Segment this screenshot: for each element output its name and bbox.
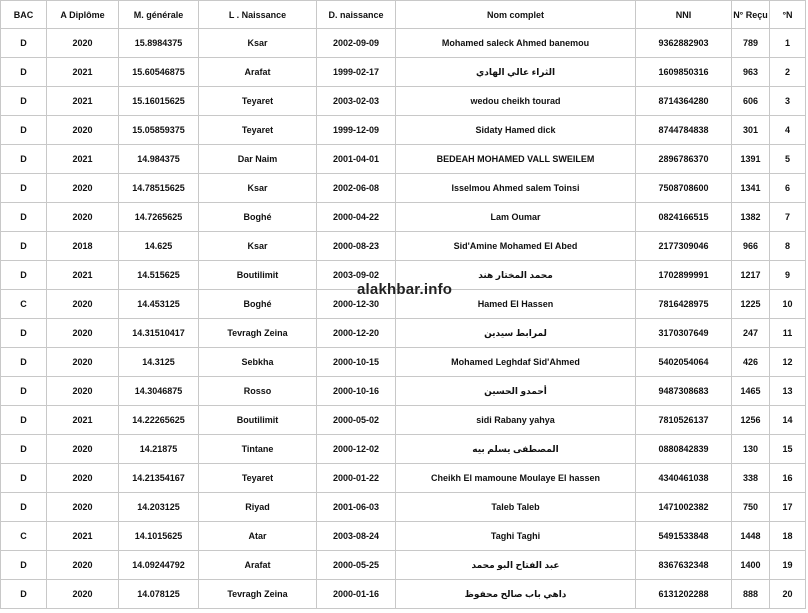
cell-receipt: 1465 bbox=[732, 377, 770, 406]
cell-full-name: عبد الفتاح البو محمد bbox=[396, 551, 636, 580]
cell-birthdate: 2000-10-16 bbox=[317, 377, 396, 406]
cell-full-name: Sid'Amine Mohamed El Abed bbox=[396, 232, 636, 261]
cell-birthdate: 2003-09-02 bbox=[317, 261, 396, 290]
cell-nni: 7508708600 bbox=[636, 174, 732, 203]
cell-bac: D bbox=[1, 116, 47, 145]
cell-diploma-year: 2020 bbox=[47, 580, 119, 609]
cell-average: 15.16015625 bbox=[119, 87, 199, 116]
table-row bbox=[1, 551, 806, 580]
cell-diploma-year: 2021 bbox=[47, 87, 119, 116]
cell-receipt: 963 bbox=[732, 58, 770, 87]
cell-birthplace: Ksar bbox=[199, 174, 317, 203]
table-row bbox=[1, 232, 806, 261]
cell-full-name: أحمدو الحسين bbox=[396, 377, 636, 406]
cell-nni: 5491533848 bbox=[636, 522, 732, 551]
cell-rank: 13 bbox=[770, 377, 806, 406]
cell-birthdate: 2003-08-24 bbox=[317, 522, 396, 551]
cell-bac: D bbox=[1, 377, 47, 406]
table-row bbox=[1, 174, 806, 203]
cell-full-name: المصطفى يسلم بيه bbox=[396, 435, 636, 464]
cell-nni: 2896786370 bbox=[636, 145, 732, 174]
cell-full-name: sidi Rabany yahya bbox=[396, 406, 636, 435]
cell-diploma-year: 2020 bbox=[47, 551, 119, 580]
table-row bbox=[1, 58, 806, 87]
table-row bbox=[1, 116, 806, 145]
cell-birthplace: Arafat bbox=[199, 58, 317, 87]
cell-full-name: wedou cheikh tourad bbox=[396, 87, 636, 116]
cell-bac: D bbox=[1, 406, 47, 435]
cell-birthplace: Arafat bbox=[199, 551, 317, 580]
cell-receipt: 966 bbox=[732, 232, 770, 261]
cell-nni: 1609850316 bbox=[636, 58, 732, 87]
cell-birthdate: 1999-12-09 bbox=[317, 116, 396, 145]
cell-bac: D bbox=[1, 203, 47, 232]
cell-bac: D bbox=[1, 319, 47, 348]
cell-receipt: 1382 bbox=[732, 203, 770, 232]
cell-diploma-year: 2021 bbox=[47, 145, 119, 174]
cell-receipt: 130 bbox=[732, 435, 770, 464]
col-header-rank: °N bbox=[770, 1, 806, 29]
table-row bbox=[1, 29, 806, 58]
table-row bbox=[1, 348, 806, 377]
cell-nni: 7810526137 bbox=[636, 406, 732, 435]
cell-rank: 7 bbox=[770, 203, 806, 232]
cell-bac: D bbox=[1, 29, 47, 58]
table-row bbox=[1, 87, 806, 116]
table-row bbox=[1, 319, 806, 348]
cell-diploma-year: 2018 bbox=[47, 232, 119, 261]
cell-diploma-year: 2021 bbox=[47, 58, 119, 87]
table-row bbox=[1, 435, 806, 464]
cell-birthplace: Rosso bbox=[199, 377, 317, 406]
cell-diploma-year: 2021 bbox=[47, 261, 119, 290]
cell-full-name: Mohamed Leghdaf Sid'Ahmed bbox=[396, 348, 636, 377]
cell-average: 14.453125 bbox=[119, 290, 199, 319]
col-header-birthdate: D. naissance bbox=[317, 1, 396, 29]
cell-receipt: 1448 bbox=[732, 522, 770, 551]
cell-birthdate: 2000-01-22 bbox=[317, 464, 396, 493]
cell-bac: D bbox=[1, 145, 47, 174]
cell-rank: 6 bbox=[770, 174, 806, 203]
cell-receipt: 301 bbox=[732, 116, 770, 145]
cell-full-name: الثراء عالي الهادي bbox=[396, 58, 636, 87]
cell-full-name: Mohamed saleck Ahmed banemou bbox=[396, 29, 636, 58]
cell-nni: 3170307649 bbox=[636, 319, 732, 348]
cell-bac: D bbox=[1, 493, 47, 522]
cell-receipt: 750 bbox=[732, 493, 770, 522]
cell-birthdate: 2003-02-03 bbox=[317, 87, 396, 116]
cell-rank: 14 bbox=[770, 406, 806, 435]
cell-rank: 1 bbox=[770, 29, 806, 58]
cell-receipt: 789 bbox=[732, 29, 770, 58]
cell-birthplace: Teyaret bbox=[199, 116, 317, 145]
col-header-nni: NNI bbox=[636, 1, 732, 29]
cell-average: 14.078125 bbox=[119, 580, 199, 609]
cell-receipt: 1341 bbox=[732, 174, 770, 203]
cell-nni: 0824166515 bbox=[636, 203, 732, 232]
cell-bac: C bbox=[1, 522, 47, 551]
cell-nni: 4340461038 bbox=[636, 464, 732, 493]
cell-receipt: 1391 bbox=[732, 145, 770, 174]
cell-full-name: داهي باب صالح محفوظ bbox=[396, 580, 636, 609]
cell-rank: 18 bbox=[770, 522, 806, 551]
table-row bbox=[1, 493, 806, 522]
cell-receipt: 1256 bbox=[732, 406, 770, 435]
cell-average: 14.7265625 bbox=[119, 203, 199, 232]
cell-rank: 19 bbox=[770, 551, 806, 580]
cell-bac: D bbox=[1, 58, 47, 87]
cell-rank: 15 bbox=[770, 435, 806, 464]
cell-birthdate: 2000-12-20 bbox=[317, 319, 396, 348]
cell-birthdate: 1999-02-17 bbox=[317, 58, 396, 87]
cell-birthdate: 2000-08-23 bbox=[317, 232, 396, 261]
cell-rank: 4 bbox=[770, 116, 806, 145]
cell-birthplace: Boghé bbox=[199, 290, 317, 319]
col-header-birthplace: L . Naissance bbox=[199, 1, 317, 29]
cell-average: 14.31510417 bbox=[119, 319, 199, 348]
cell-birthplace: Teyaret bbox=[199, 87, 317, 116]
table-body bbox=[1, 29, 806, 609]
cell-birthdate: 2000-05-25 bbox=[317, 551, 396, 580]
cell-birthplace: Boutilimit bbox=[199, 406, 317, 435]
cell-average: 14.3125 bbox=[119, 348, 199, 377]
cell-birthplace: Riyad bbox=[199, 493, 317, 522]
cell-receipt: 1400 bbox=[732, 551, 770, 580]
cell-diploma-year: 2020 bbox=[47, 174, 119, 203]
table-row bbox=[1, 580, 806, 609]
cell-nni: 2177309046 bbox=[636, 232, 732, 261]
cell-average: 14.203125 bbox=[119, 493, 199, 522]
cell-diploma-year: 2020 bbox=[47, 319, 119, 348]
cell-diploma-year: 2020 bbox=[47, 377, 119, 406]
table-row bbox=[1, 145, 806, 174]
cell-diploma-year: 2020 bbox=[47, 493, 119, 522]
cell-nni: 1471002382 bbox=[636, 493, 732, 522]
cell-full-name: محمد المختار هند bbox=[396, 261, 636, 290]
cell-full-name: BEDEAH MOHAMED VALL SWEILEM bbox=[396, 145, 636, 174]
cell-average: 14.78515625 bbox=[119, 174, 199, 203]
cell-nni: 8714364280 bbox=[636, 87, 732, 116]
cell-full-name: Hamed El Hassen bbox=[396, 290, 636, 319]
cell-rank: 3 bbox=[770, 87, 806, 116]
cell-receipt: 247 bbox=[732, 319, 770, 348]
cell-average: 14.515625 bbox=[119, 261, 199, 290]
cell-birthdate: 2000-04-22 bbox=[317, 203, 396, 232]
cell-average: 14.21354167 bbox=[119, 464, 199, 493]
cell-diploma-year: 2021 bbox=[47, 406, 119, 435]
table-row bbox=[1, 203, 806, 232]
cell-rank: 11 bbox=[770, 319, 806, 348]
cell-bac: D bbox=[1, 261, 47, 290]
cell-full-name: Cheikh El mamoune Moulaye El hassen bbox=[396, 464, 636, 493]
cell-rank: 8 bbox=[770, 232, 806, 261]
cell-birthdate: 2001-04-01 bbox=[317, 145, 396, 174]
cell-nni: 9362882903 bbox=[636, 29, 732, 58]
cell-birthplace: Teyaret bbox=[199, 464, 317, 493]
cell-full-name: لمرابط سيدين bbox=[396, 319, 636, 348]
cell-rank: 17 bbox=[770, 493, 806, 522]
cell-rank: 10 bbox=[770, 290, 806, 319]
cell-receipt: 426 bbox=[732, 348, 770, 377]
cell-diploma-year: 2021 bbox=[47, 522, 119, 551]
cell-receipt: 606 bbox=[732, 87, 770, 116]
cell-diploma-year: 2020 bbox=[47, 203, 119, 232]
cell-bac: C bbox=[1, 290, 47, 319]
cell-birthdate: 2000-12-30 bbox=[317, 290, 396, 319]
cell-nni: 7816428975 bbox=[636, 290, 732, 319]
cell-birthplace: Dar Naim bbox=[199, 145, 317, 174]
cell-bac: D bbox=[1, 551, 47, 580]
cell-average: 14.984375 bbox=[119, 145, 199, 174]
cell-full-name: Isselmou Ahmed salem Toinsi bbox=[396, 174, 636, 203]
cell-full-name: Taleb Taleb bbox=[396, 493, 636, 522]
cell-bac: D bbox=[1, 464, 47, 493]
cell-bac: D bbox=[1, 87, 47, 116]
cell-birthdate: 2002-06-08 bbox=[317, 174, 396, 203]
cell-bac: D bbox=[1, 348, 47, 377]
cell-diploma-year: 2020 bbox=[47, 29, 119, 58]
cell-receipt: 1217 bbox=[732, 261, 770, 290]
cell-nni: 5402054064 bbox=[636, 348, 732, 377]
cell-birthdate: 2000-01-16 bbox=[317, 580, 396, 609]
cell-nni: 1702899991 bbox=[636, 261, 732, 290]
cell-bac: D bbox=[1, 232, 47, 261]
cell-average: 14.3046875 bbox=[119, 377, 199, 406]
table-row bbox=[1, 522, 806, 551]
cell-average: 14.21875 bbox=[119, 435, 199, 464]
cell-rank: 9 bbox=[770, 261, 806, 290]
cell-diploma-year: 2020 bbox=[47, 290, 119, 319]
cell-birthdate: 2000-10-15 bbox=[317, 348, 396, 377]
cell-birthdate: 2000-12-02 bbox=[317, 435, 396, 464]
cell-nni: 9487308683 bbox=[636, 377, 732, 406]
table-row bbox=[1, 464, 806, 493]
cell-birthplace: Tintane bbox=[199, 435, 317, 464]
cell-nni: 8367632348 bbox=[636, 551, 732, 580]
watermark: alakhbar.info bbox=[357, 281, 453, 298]
cell-birthplace: Atar bbox=[199, 522, 317, 551]
cell-average: 14.09244792 bbox=[119, 551, 199, 580]
cell-bac: D bbox=[1, 435, 47, 464]
cell-rank: 16 bbox=[770, 464, 806, 493]
cell-rank: 12 bbox=[770, 348, 806, 377]
cell-full-name: Sidaty Hamed dick bbox=[396, 116, 636, 145]
cell-rank: 2 bbox=[770, 58, 806, 87]
cell-receipt: 888 bbox=[732, 580, 770, 609]
cell-receipt: 1225 bbox=[732, 290, 770, 319]
cell-birthplace: Boutilimit bbox=[199, 261, 317, 290]
cell-rank: 5 bbox=[770, 145, 806, 174]
cell-diploma-year: 2020 bbox=[47, 348, 119, 377]
cell-bac: D bbox=[1, 174, 47, 203]
cell-birthplace: Sebkha bbox=[199, 348, 317, 377]
col-header-receipt: N° Reçu bbox=[732, 1, 770, 29]
cell-nni: 8744784838 bbox=[636, 116, 732, 145]
cell-birthdate: 2000-05-02 bbox=[317, 406, 396, 435]
header-row bbox=[1, 1, 806, 29]
cell-full-name: Taghi Taghi bbox=[396, 522, 636, 551]
cell-nni: 6131202288 bbox=[636, 580, 732, 609]
cell-birthplace: Boghé bbox=[199, 203, 317, 232]
cell-birthplace: Ksar bbox=[199, 29, 317, 58]
table-row bbox=[1, 377, 806, 406]
col-header-diploma-year: A Diplôme bbox=[47, 1, 119, 29]
cell-average: 15.60546875 bbox=[119, 58, 199, 87]
cell-nni: 0880842839 bbox=[636, 435, 732, 464]
table-row bbox=[1, 406, 806, 435]
cell-bac: D bbox=[1, 580, 47, 609]
cell-birthplace: Tevragh Zeina bbox=[199, 319, 317, 348]
col-header-average: M. générale bbox=[119, 1, 199, 29]
cell-rank: 20 bbox=[770, 580, 806, 609]
cell-diploma-year: 2020 bbox=[47, 464, 119, 493]
cell-birthplace: Ksar bbox=[199, 232, 317, 261]
cell-birthplace: Tevragh Zeina bbox=[199, 580, 317, 609]
cell-average: 15.05859375 bbox=[119, 116, 199, 145]
cell-full-name: Lam Oumar bbox=[396, 203, 636, 232]
cell-birthdate: 2002-09-09 bbox=[317, 29, 396, 58]
col-header-full-name: Nom complet bbox=[396, 1, 636, 29]
cell-average: 14.22265625 bbox=[119, 406, 199, 435]
cell-average: 15.8984375 bbox=[119, 29, 199, 58]
cell-average: 14.625 bbox=[119, 232, 199, 261]
cell-diploma-year: 2020 bbox=[47, 435, 119, 464]
cell-birthdate: 2001-06-03 bbox=[317, 493, 396, 522]
cell-average: 14.1015625 bbox=[119, 522, 199, 551]
cell-receipt: 338 bbox=[732, 464, 770, 493]
cell-diploma-year: 2020 bbox=[47, 116, 119, 145]
col-header-bac: BAC bbox=[1, 1, 47, 29]
